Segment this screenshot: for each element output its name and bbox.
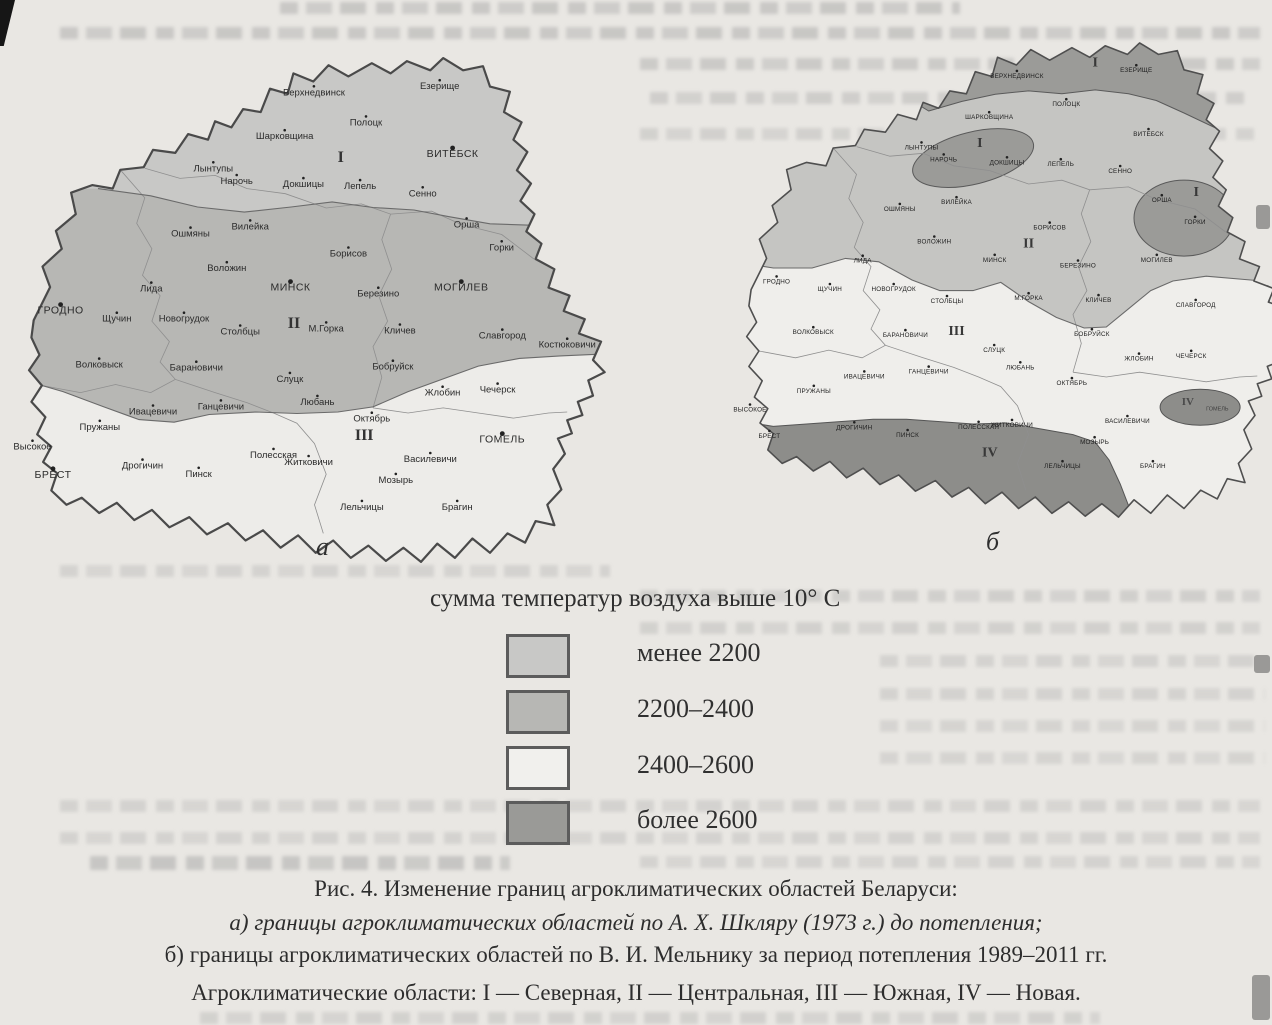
city-label: БРЕСТ <box>34 468 72 481</box>
city-dot <box>1093 436 1096 439</box>
city-dot <box>1006 156 1009 159</box>
city-dot <box>1060 158 1063 161</box>
city-label: Любань <box>1006 364 1035 372</box>
city-label: Василевичи <box>403 454 457 465</box>
city-label: Житковичи <box>991 421 1033 429</box>
city-label: Шарковщина <box>255 131 314 143</box>
city-label: Славгород <box>478 330 526 342</box>
city-dot <box>813 385 816 388</box>
city-label: Орша <box>1151 197 1172 205</box>
city-label: МОГИЛЕВ <box>434 281 489 294</box>
city-label: Лельчицы <box>1044 463 1081 471</box>
city-label: Слуцк <box>276 373 304 385</box>
city-label: Житковичи <box>284 457 333 468</box>
city-label: Василевичи <box>1104 418 1150 425</box>
city-dot <box>906 429 909 432</box>
city-label: Мозырь <box>378 474 414 486</box>
city-label: Ивацевичи <box>128 406 178 418</box>
city-label: Брест <box>758 432 781 440</box>
city-dot <box>1091 328 1094 331</box>
city-dot <box>1065 98 1068 101</box>
legend-swatch <box>506 634 570 678</box>
city-label: Докшицы <box>989 159 1025 167</box>
city-dot <box>853 421 856 424</box>
city-dot <box>1011 419 1014 422</box>
city-dot <box>768 430 771 433</box>
city-dot <box>1135 64 1138 67</box>
city-label: Горки <box>1184 218 1206 226</box>
caption-line-1: Рис. 4. Изменение границ агроклиматических областей Беларуси: <box>314 876 958 901</box>
city-label: Бобруйск <box>1074 331 1110 339</box>
city-label: Мозырь <box>1080 439 1110 447</box>
city-label: Вилейка <box>231 221 269 233</box>
city-label: Чечерск <box>1175 352 1207 360</box>
city-label: Полоцк <box>1052 101 1081 109</box>
region-label: III <box>354 427 374 445</box>
city-label: Ошмяны <box>171 228 210 240</box>
city-label: Борисов <box>329 248 368 260</box>
city-label: Березино <box>1060 262 1096 270</box>
city-dot <box>899 203 902 206</box>
city-label: Езерище <box>419 81 460 93</box>
city-label: Слуцк <box>983 347 1006 354</box>
city-dot <box>1152 460 1155 463</box>
city-label: Нарочь <box>220 176 253 187</box>
city-label: Лепель <box>1047 161 1075 169</box>
city-label: ГОМЕЛЬ <box>479 433 526 446</box>
city-label: Вилейка <box>941 199 972 207</box>
city-label: М.Горка <box>1014 295 1043 303</box>
city-label: Бобруйск <box>372 361 414 373</box>
city-label: Новогрудок <box>158 313 210 325</box>
city-label: Кличев <box>384 325 416 337</box>
city-label: Барановичи <box>169 362 223 374</box>
city-label: Дрогичин <box>836 424 873 432</box>
city-label: Березино <box>357 288 400 300</box>
city-dot <box>1097 294 1100 297</box>
city-label: Езерище <box>1120 67 1153 75</box>
city-label: Воложин <box>917 238 952 246</box>
city-label: ВИТЕБСК <box>426 148 479 160</box>
city-dot <box>993 344 996 347</box>
city-label: Волковыск <box>75 359 123 371</box>
city-label: Лынтупы <box>193 163 234 175</box>
city-label: Пружаны <box>79 421 121 433</box>
city-dot <box>1016 70 1019 73</box>
city-label: Волковыск <box>792 329 834 337</box>
city-label: Ганцевичи <box>908 368 949 376</box>
city-label: Щучин <box>102 313 132 325</box>
city-label: Минск <box>982 256 1007 264</box>
city-label: Брагин <box>1140 463 1166 471</box>
city-label: Докшицы <box>282 179 324 191</box>
region-label: I <box>1193 185 1199 200</box>
caption-line-3: б) границы агроклиматических областей по В. И. Мельнику за период потепления 1989–2011 гг. <box>164 942 1108 967</box>
city-label: Могилев <box>1140 256 1173 264</box>
city-dot <box>749 403 752 406</box>
city-label: МИНСК <box>270 281 311 294</box>
city-label: Брагин <box>441 501 473 513</box>
city-label: Лынтупы <box>904 144 939 152</box>
legend-item-label: 2200–2400 <box>637 694 754 723</box>
city-label: Лепель <box>344 181 377 193</box>
city-dot <box>955 196 958 199</box>
legend-item-label: 2400–2600 <box>637 750 754 779</box>
city-dot <box>1161 194 1164 197</box>
city-dot <box>1071 377 1074 380</box>
city-dot <box>829 283 832 286</box>
city-label: Полесская <box>249 449 298 461</box>
city-label: М.Горка <box>308 323 344 335</box>
city-dot <box>920 141 923 144</box>
city-label: Гродно <box>763 278 791 286</box>
city-label: Сенно <box>408 188 437 200</box>
city-label: Витебск <box>1133 131 1164 138</box>
city-dot <box>1119 165 1122 168</box>
city-dot <box>892 283 895 286</box>
city-dot <box>812 326 815 329</box>
city-label: Горки <box>489 242 514 254</box>
city-dot <box>1061 460 1064 463</box>
city-label: Лида <box>853 257 872 265</box>
city-label: Ошмяны <box>883 205 916 213</box>
region-label: I <box>1092 55 1098 71</box>
city-dot <box>904 329 907 332</box>
city-label: Кличев <box>1085 297 1112 305</box>
city-label: Лельчицы <box>340 501 384 513</box>
city-label: Нарочь <box>930 156 958 164</box>
city-dot <box>1126 415 1129 418</box>
city-dot <box>1019 361 1022 364</box>
city-dot <box>1156 254 1159 257</box>
city-dot <box>1138 352 1141 355</box>
city-label: Верхнедвинск <box>282 87 345 99</box>
city-label: Лида <box>140 283 163 295</box>
city-label: Щучин <box>817 286 842 293</box>
caption-line-4: Агроклиматические области: I — Северная, II — Центральная, III — Южная, IV — Новая. <box>191 980 1081 1005</box>
city-dot <box>988 111 991 114</box>
region-label: II <box>1023 236 1035 252</box>
city-label: ГРОДНО <box>37 304 84 317</box>
city-dot <box>977 421 980 424</box>
map-panel-b <box>685 0 1272 640</box>
city-dot <box>993 254 996 257</box>
city-label: Шарковщина <box>965 114 1014 122</box>
city-label: Борисов <box>1033 224 1066 232</box>
region-label: IV <box>982 445 998 461</box>
city-label: Октябрь <box>353 413 391 425</box>
city-label: Дрогичин <box>121 460 164 472</box>
city-dot <box>1077 259 1080 262</box>
region-label: Гомель <box>1206 406 1229 413</box>
city-label: Жлобин <box>424 387 461 399</box>
city-dot <box>1194 216 1197 219</box>
city-label: Пинск <box>185 468 212 480</box>
legend-swatch <box>506 690 570 734</box>
city-label: Сенно <box>1108 168 1133 175</box>
city-label: Жлобин <box>1124 355 1154 363</box>
city-label: Новогрудок <box>871 286 916 293</box>
legend-title: сумма температур воздуха выше 10° С <box>430 585 841 612</box>
city-label: Высокое <box>13 441 52 453</box>
caption-line-2: а) границы агроклиматических областей по А. Х. Шкляру (1973 г.) до потепления; <box>229 910 1043 935</box>
city-label: Пружаны <box>796 387 831 395</box>
city-dot <box>942 153 945 156</box>
city-label: Орша <box>453 219 480 231</box>
city-dot <box>861 254 864 257</box>
region-label: III <box>948 324 965 340</box>
city-label: Верхнедвинск <box>990 72 1044 80</box>
panel-a-label: а <box>316 532 329 561</box>
city-label: Любань <box>300 396 335 408</box>
city-label: Ганцевичи <box>197 401 245 413</box>
city-dot <box>933 235 936 238</box>
region-label: I <box>337 149 344 167</box>
city-dot <box>775 275 778 278</box>
region-label: I <box>977 136 983 151</box>
city-dot <box>1190 350 1193 353</box>
legend-item-label: более 2600 <box>637 805 758 834</box>
legend-swatch <box>506 746 570 790</box>
city-label: Столбцы <box>220 326 260 338</box>
city-label: Полесская <box>958 423 1000 431</box>
city-label: Высокое <box>733 406 767 414</box>
city-label: Ивацевичи <box>843 373 885 381</box>
region-label: IV <box>1181 395 1195 408</box>
city-dot <box>1147 128 1150 131</box>
city-label: Полоцк <box>349 117 383 129</box>
city-dot <box>1048 221 1051 224</box>
city-dot <box>927 365 930 368</box>
city-label: Барановичи <box>882 332 928 340</box>
city-dot <box>1194 299 1197 302</box>
legend-item-label: менее 2200 <box>637 638 761 667</box>
city-dot <box>946 295 949 298</box>
city-label: Октябрь <box>1056 380 1088 388</box>
region-label: II <box>287 314 301 332</box>
city-label: Воложин <box>207 263 247 275</box>
city-dot <box>863 370 866 373</box>
legend-swatch <box>506 801 570 845</box>
city-label: Чечерск <box>479 384 516 396</box>
city-label: Славгород <box>1175 301 1216 309</box>
map-panel-a <box>0 0 680 642</box>
city-label: Костюковичи <box>538 339 596 351</box>
city-label: Столбцы <box>930 298 964 305</box>
panel-b-label: б <box>986 527 1000 556</box>
city-label: Пинск <box>896 432 920 439</box>
city-dot <box>1027 292 1030 295</box>
